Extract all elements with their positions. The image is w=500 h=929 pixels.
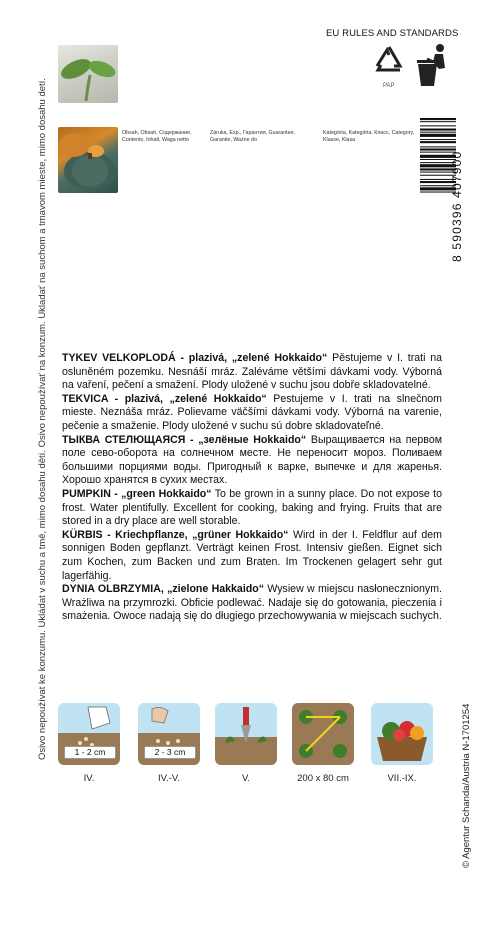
copyright-text: © Agentur Schanda/Austria N-1701254 (461, 703, 472, 868)
transplant-label: V. (241, 773, 251, 784)
eu-rules-label: EU RULES AND STANDARDS (326, 28, 459, 39)
legend-guarantee: Záruka, Exp., Гарантия, Guarantee, Garantie, Ważne do (210, 130, 296, 143)
text-de: Wird in der I. Feldflur auf dem sonnigen Boden gepflanzt. Verträgt keinen Frost. Intensiv gießen. Eignet sich zum Kochen, zum Backen und zum Braten. Im Trockenen gelagert sehr gut lagerfähig. (62, 528, 442, 582)
description-pl (62, 583, 442, 624)
title-sk: TEKVICA - plazivá, „zelené Hokkaido“ (62, 392, 267, 405)
title-de: KÜRBIS - Kriechpflanze, „grüner Hokkaido“ (62, 528, 289, 541)
legend-contents: Obsah, Obsah, Содержание, Contents, Inhalt, Waga netto (122, 130, 192, 143)
description-block (62, 352, 442, 624)
pap-label: PAP (383, 83, 395, 89)
description-cz (62, 352, 442, 393)
spacing-label: 200 x 80 cm (297, 773, 349, 784)
title-en: PUMPKIN - „green Hokkaido“ (62, 487, 212, 500)
harvest-label: VII.-IX. (387, 773, 417, 784)
spacing-icon (292, 703, 354, 765)
seedling-photo (58, 45, 118, 103)
description-ru (62, 434, 442, 488)
title-cz: TYKEV VELKOPLODÁ - plazivá, „zelené Hokkaido“ (62, 352, 328, 364)
sowing-depth-badge: 1 - 2 cm (64, 746, 116, 759)
text-en: To be grown in a sunny place. Do not expose to frost. Water plentifully. Excellent for cooking, baking and frying. Fruits that are stored in a dry place are well storable. (62, 487, 442, 528)
text-ru: Выращивается на первом поле сево-оборота на солнечном месте. Не переносит мороз. Поливаем большими порциями воды. Пригодный к варке, выпечке и для жаренья. Хорошо хранятся в сухих местах. (62, 433, 442, 487)
recycle-icon (372, 44, 406, 85)
sowing-depth-label: IV. (83, 773, 95, 784)
transplant-icon (215, 703, 277, 765)
description-de (62, 529, 442, 583)
sowing-spacing-badge: 2 - 3 cm (144, 746, 196, 759)
sowing-spacing-label: IV.-V. (157, 773, 180, 784)
title-pl: DYNIA OLBRZYMIA, „zielone Hakkaido“ (62, 583, 265, 596)
pumpkin-photo (58, 127, 118, 193)
harvest-icon (371, 703, 433, 765)
description-sk (62, 393, 442, 434)
side-storage-text: Osivo nepoužívat ke konzumu. Ukládat v suchu a tmě, mimo dosahu dětí. Osivo nepoužívať na konzum. Ukladať na suchom a tmavom mieste, mimo dosahu detí. (37, 78, 48, 760)
sowing-spacing-icon (138, 703, 200, 765)
text-cz: Pěstujeme v I. trati na osluněném pozemku. Nesnáší mráz. Zaléváme většími dávkami vody. Výborná na vaření, pečení a smažení. Plody uložené v suchu jsou dobře skladovatelné. (62, 352, 442, 392)
barcode-digits: 8 590396 407900 (450, 150, 464, 262)
description-en (62, 488, 442, 529)
sowing-depth-icon (58, 703, 120, 765)
tidyman-icon (413, 42, 453, 95)
legend-category: Kategória, Kategória, Класс, Category, Klasse, Klasa (323, 130, 415, 143)
text-pl: Wysiew w miejscu nasłonecznionym. Wrażliwa na przymrozki. Obficie podlewać. Nadaje się do gotowania, pieczenia i smażenia. Owoce nadają się do długiego przechowywania w miejscach suchych. (62, 583, 442, 623)
title-ru: ТЫКВА СТЕЛЮЩАЯСЯ - „зелёные Hokkaido“ (62, 433, 307, 446)
text-sk: Pestujeme v I. trati na slnečnom mieste. Neznáša mráz. Polievame väčšími dávkami vody. Výborná na varenie, pečenie a smaženie. Plody uložené v suchu sú dobre skladovateľné. (62, 392, 442, 432)
